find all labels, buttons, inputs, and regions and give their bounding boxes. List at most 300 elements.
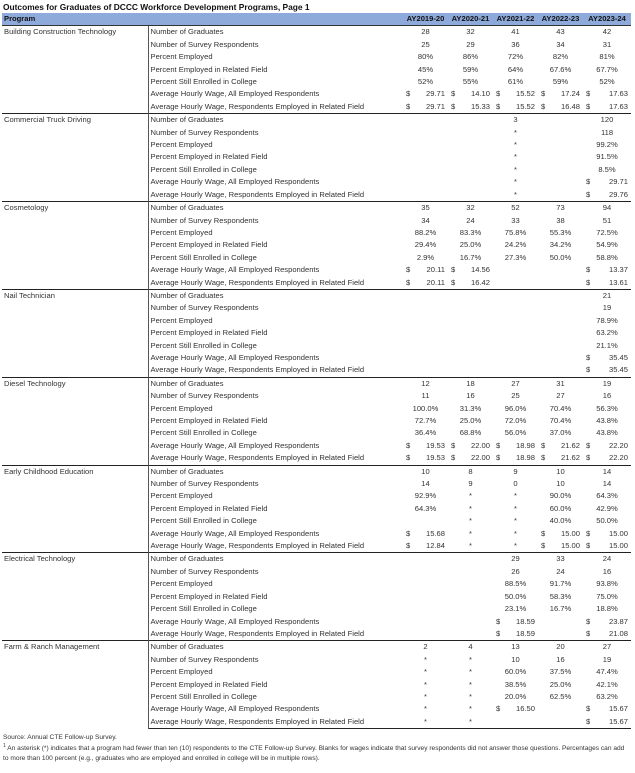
value-cell [538,101,583,114]
metric-label: Percent Still Enrolled in College [150,77,257,87]
value-cell: 0 [513,479,518,489]
value-cell: * [469,503,472,513]
value-cell: 31.3% [459,403,482,413]
value-cell: 64% [507,64,524,74]
table-row [2,289,631,302]
metric-label: Percent Employed [150,315,213,325]
currency-symbol: $ [496,453,501,463]
value-cell: * [514,541,517,551]
value-cell: 31 [602,39,612,49]
value-cell: 52% [417,77,434,87]
value-cell: * [469,704,472,714]
value-cell [538,127,583,139]
value-cell: * [469,528,472,538]
value-cell: 25.0% [459,240,482,250]
metric-label: Percent Employed in Related Field [150,416,268,425]
value-cell [448,628,493,641]
metric-label: Number of Survey Respondents [150,479,259,489]
value-cell [493,616,538,628]
value-cell: 70.4% [549,416,572,425]
value-cell: 9 [493,465,538,478]
value-cell: 10 [538,465,583,478]
header-year: AY2019-20 [403,13,448,26]
metric-label: Average Hourly Wage, All Employed Respondents [150,177,320,187]
value-cell: 42 [602,27,612,37]
currency-symbol: $ [406,101,411,111]
value-cell: 51 [602,215,612,225]
wage-value: 21.08 [608,628,628,638]
value-cell: 43.8% [596,428,618,438]
wage-value: 22.20 [608,453,628,463]
value-cell [583,628,631,641]
metric-label: Percent Still Enrolled in College [150,340,257,350]
header-metric [148,13,403,26]
currency-symbol: $ [496,89,501,99]
value-cell [448,452,493,465]
wage-value: 19.53 [425,453,445,463]
value-cell: 72.7% [414,416,437,425]
metric-label: Number of Survey Respondents [150,566,259,576]
value-cell [448,364,493,377]
header-year: AY2021-22 [493,13,538,26]
outcomes-table [2,13,631,729]
value-cell: 37.5% [549,667,572,677]
value-cell: 56.3% [596,403,618,413]
value-cell: 63.2% [596,328,618,338]
value-cell: 27 [493,377,538,390]
value-cell [538,176,583,188]
value-cell: * [514,140,517,150]
header-year: AY2020-21 [448,13,493,26]
wage-value: 15.00 [560,528,580,538]
value-cell [403,277,448,290]
value-cell: 18 [448,377,493,390]
report-title: Outcomes for Graduates of DCCC Workforce Development Programs, Page 1 [3,2,310,12]
currency-symbol: $ [451,89,456,99]
value-cell: 73 [538,202,583,215]
value-cell: 36 [511,39,520,49]
wage-value: 29.71 [425,89,445,99]
value-cell [403,289,448,302]
value-cell: 12 [403,377,448,390]
value-cell [583,528,631,540]
currency-symbol: $ [586,89,591,99]
value-cell: 86% [462,52,479,62]
value-cell: 72.5% [596,227,618,237]
value-cell: 92.9% [414,491,437,501]
value-cell [493,289,538,302]
value-cell [403,302,448,314]
value-cell [448,553,493,566]
value-cell [538,264,583,276]
value-cell [583,716,631,729]
value-cell [493,703,538,715]
currency-symbol: $ [586,440,591,450]
program-name: Early Childhood Education [2,465,148,553]
currency-symbol: $ [541,89,546,99]
value-cell: * [469,516,472,526]
program-name: Commercial Truck Driving [2,114,148,202]
value-cell [403,189,448,202]
metric-label: Number of Survey Respondents [150,127,259,137]
value-cell [448,127,493,139]
value-cell: 75.0% [596,591,618,601]
value-cell [538,340,583,352]
value-cell: 25.0% [549,679,572,689]
metric-label: Number of Graduates [148,377,403,390]
value-cell: 91.5% [596,152,618,162]
metric-label: Number of Survey Respondents [150,215,259,225]
wage-value: 12.84 [425,541,445,551]
value-cell: 43.8% [596,416,618,425]
value-cell [493,352,538,364]
value-cell: 11 [421,391,430,401]
value-cell [403,591,448,603]
value-cell [403,352,448,364]
value-cell: * [424,704,427,714]
value-cell [448,164,493,176]
value-cell: * [424,691,427,701]
value-cell: 63.2% [596,691,618,701]
value-cell: 93.8% [596,579,618,589]
value-cell: 10 [403,465,448,478]
wage-value: 29.71 [425,101,445,111]
currency-symbol: $ [541,101,546,111]
header-year: AY2023-24 [583,13,631,26]
value-cell [448,315,493,327]
metric-label: Percent Still Enrolled in College [150,691,257,701]
value-cell: 10 [556,479,565,489]
wage-value: 13.37 [608,265,628,275]
value-cell: 38 [556,215,565,225]
currency-symbol: $ [496,440,501,450]
currency-symbol: $ [586,365,591,375]
metric-label: Percent Employed [150,52,213,62]
value-cell [493,716,538,729]
value-cell [538,164,583,176]
value-cell [538,628,583,641]
value-cell [403,364,448,377]
wage-value: 14.56 [470,265,490,275]
currency-symbol: $ [496,101,501,111]
value-cell: 32 [466,27,475,37]
value-cell [583,440,631,452]
value-cell: 33 [538,553,583,566]
value-cell: * [514,177,517,187]
value-cell: 25 [421,39,430,49]
value-cell [583,452,631,465]
table-row [2,114,631,127]
value-cell: 50.0% [549,252,572,262]
value-cell: 14 [421,479,430,489]
value-cell: 118 [600,127,614,137]
metric-label: Number of Graduates [148,202,403,215]
wage-value: 29.76 [608,189,628,199]
currency-symbol: $ [586,453,591,463]
value-cell: 56.0% [504,428,527,438]
metric-label: Number of Survey Respondents [150,391,259,401]
value-cell: 2.9% [416,252,435,262]
value-cell: 16.7% [459,252,482,262]
value-cell: * [514,516,517,526]
metric-label: Number of Graduates [148,114,403,127]
value-cell: 40.0% [549,516,572,526]
currency-symbol: $ [451,277,456,287]
metric-label: Number of Graduates [148,553,403,566]
metric-label: Percent Employed in Related Field [150,591,268,601]
value-cell [403,340,448,352]
value-cell [403,101,448,114]
value-cell: * [514,152,517,162]
table-row [2,553,631,566]
value-cell: 19 [602,654,612,664]
metric-label: Average Hourly Wage, Respondents Employed in Related Field [150,628,365,638]
table-row [2,377,631,390]
table-row [2,465,631,478]
value-cell [448,616,493,628]
wage-value: 21.62 [560,453,580,463]
metric-label: Percent Employed [150,140,213,150]
value-cell: 24.2% [504,240,527,250]
value-cell: 16 [466,391,475,401]
value-cell: 28 [421,27,430,37]
wage-value: 16.42 [470,277,490,287]
wage-value: 15.00 [608,541,628,551]
metric-label: Percent Still Enrolled in College [150,252,257,262]
value-cell [448,176,493,188]
value-cell [403,515,448,527]
value-cell: 25.0% [459,416,482,425]
metric-label: Percent Employed [150,579,213,589]
value-cell [538,302,583,314]
value-cell [403,114,448,127]
currency-symbol: $ [496,704,501,714]
header-year: AY2022-23 [538,13,583,26]
wage-value: 15.52 [515,89,535,99]
metric-label: Average Hourly Wage, All Employed Respondents [150,265,320,275]
value-cell: 29 [466,39,475,49]
currency-symbol: $ [586,704,591,714]
value-cell: 37.0% [549,428,572,438]
metric-label: Percent Employed in Related Field [150,328,268,338]
value-cell: 19 [583,377,631,390]
value-cell: 13 [493,641,538,654]
metric-label: Number of Survey Respondents [150,39,259,49]
value-cell: 29 [493,553,538,566]
table-row [2,26,631,39]
wage-value: 22.00 [470,453,490,463]
value-cell [493,340,538,352]
value-cell [448,591,493,603]
value-cell [493,101,538,114]
value-cell: 20.0% [504,691,527,701]
table-row [2,202,631,215]
currency-symbol: $ [496,628,501,638]
value-cell [538,327,583,339]
value-cell [448,277,493,290]
metric-label: Percent Employed [150,667,213,677]
value-cell [493,452,538,465]
value-cell: 75.8% [504,227,527,237]
value-cell [403,127,448,139]
value-cell [448,264,493,276]
value-cell [493,302,538,314]
wage-value: 15.52 [515,101,535,111]
currency-symbol: $ [586,616,591,626]
value-cell: 2 [403,641,448,654]
value-cell [538,364,583,377]
currency-symbol: $ [586,541,591,551]
value-cell: * [424,654,427,664]
metric-label: Number of Graduates [148,641,403,654]
metric-label: Average Hourly Wage, Respondents Employed in Related Field [150,101,365,111]
value-cell [448,189,493,202]
wage-value: 16.50 [515,704,535,714]
currency-symbol: $ [586,177,591,187]
metric-label: Average Hourly Wage, Respondents Employed in Related Field [150,365,365,375]
value-cell: * [514,127,517,137]
currency-symbol: $ [451,265,456,275]
value-cell: * [469,654,472,664]
value-cell [403,176,448,188]
value-cell: 18.8% [596,604,618,614]
currency-symbol: $ [406,528,411,538]
value-cell: 25 [511,391,520,401]
wage-value: 18.59 [515,628,535,638]
value-cell [538,703,583,715]
metric-label: Number of Survey Respondents [150,303,259,313]
metric-label: Percent Still Enrolled in College [150,428,257,438]
metric-label: Number of Graduates [148,465,403,478]
value-cell [403,139,448,151]
value-cell: * [424,679,427,689]
value-cell: 27.3% [504,252,527,262]
value-cell: 27 [583,641,631,654]
value-cell [448,440,493,452]
value-cell: 34.2% [549,240,572,250]
wage-value: 20.11 [426,265,445,275]
value-cell: 38.5% [504,679,527,689]
currency-symbol: $ [406,440,411,450]
metric-label: Average Hourly Wage, All Employed Respondents [150,616,320,626]
value-cell [403,88,448,100]
value-cell [538,277,583,290]
wage-value: 18.59 [515,616,535,626]
value-cell: 16 [602,391,612,401]
value-cell [583,189,631,202]
value-cell: * [469,541,472,551]
wage-value: 17.24 [560,89,580,99]
currency-symbol: $ [406,89,411,99]
value-cell [403,315,448,327]
header-program: Program [2,13,148,26]
value-cell: * [469,691,472,701]
value-cell [493,315,538,327]
footnote-text: An asterisk (*) indicates that a program had fewer than ten (10) respondents to the CTE Follow-up Survey. Blanks for wages indicate that survey respondents did not answer those questions. Percentages can add to more than 100 percent (e.g., graduates who are employed and enrolled in college will be in multiple rows). [3,745,625,762]
value-cell [538,315,583,327]
value-cell: 43 [556,27,565,37]
value-cell [403,528,448,540]
program-name: Diesel Technology [2,377,148,465]
value-cell [493,628,538,641]
value-cell [583,277,631,290]
currency-symbol: $ [406,277,411,287]
metric-label: Percent Still Enrolled in College [150,516,257,526]
value-cell: 29.4% [414,240,437,250]
value-cell [583,101,631,114]
wage-value: 17.63 [608,101,628,111]
value-cell: 3 [493,114,538,127]
header-row [2,13,631,26]
currency-symbol: $ [586,528,591,538]
value-cell [403,540,448,553]
metric-label: Number of Graduates [148,289,403,302]
metric-label: Percent Employed in Related Field [150,503,268,513]
metric-label: Percent Employed in Related Field [150,240,268,250]
value-cell: 21 [583,289,631,302]
metric-label: Percent Still Enrolled in College [150,164,257,174]
value-cell [448,289,493,302]
value-cell: 9 [468,479,473,489]
value-cell [448,151,493,163]
wage-value: 18.98 [515,440,535,450]
value-cell [493,277,538,290]
value-cell [448,352,493,364]
value-cell [538,289,583,302]
metric-label: Percent Employed in Related Field [150,679,268,689]
value-cell: 42.9% [596,503,618,513]
wage-value: 15.68 [425,528,445,538]
value-cell: * [514,491,517,501]
wage-value: 17.63 [608,89,628,99]
value-cell: * [448,716,493,729]
currency-symbol: $ [406,541,411,551]
program-name: Farm & Ranch Management [2,641,148,729]
value-cell [538,540,583,553]
wage-value: 22.20 [608,440,628,450]
value-cell: 88.5% [504,579,527,589]
value-cell [493,264,538,276]
currency-symbol: $ [451,101,456,111]
value-cell: 26 [511,566,520,576]
value-cell [538,528,583,540]
value-cell [403,452,448,465]
value-cell: 16 [602,566,612,576]
value-cell: 31 [538,377,583,390]
value-cell [448,327,493,339]
value-cell [448,340,493,352]
value-cell: 96.0% [504,403,527,413]
program-name: Electrical Technology [2,553,148,641]
wage-value: 15.33 [470,101,490,111]
value-cell: 35 [403,202,448,215]
value-cell: 47.4% [596,667,618,677]
wage-value: 35.45 [608,352,628,362]
value-cell: 24 [583,553,631,566]
value-cell: * [469,491,472,501]
value-cell: 94 [583,202,631,215]
wage-value: 22.00 [470,440,490,450]
value-cell: 72% [507,52,524,62]
metric-label: Average Hourly Wage, All Employed Respondents [150,440,320,450]
value-cell [583,364,631,377]
value-cell: 8.5% [598,164,616,174]
currency-symbol: $ [586,352,591,362]
value-cell: 55% [462,77,479,87]
value-cell: 27 [556,391,565,401]
value-cell [403,327,448,339]
currency-symbol: $ [541,453,546,463]
